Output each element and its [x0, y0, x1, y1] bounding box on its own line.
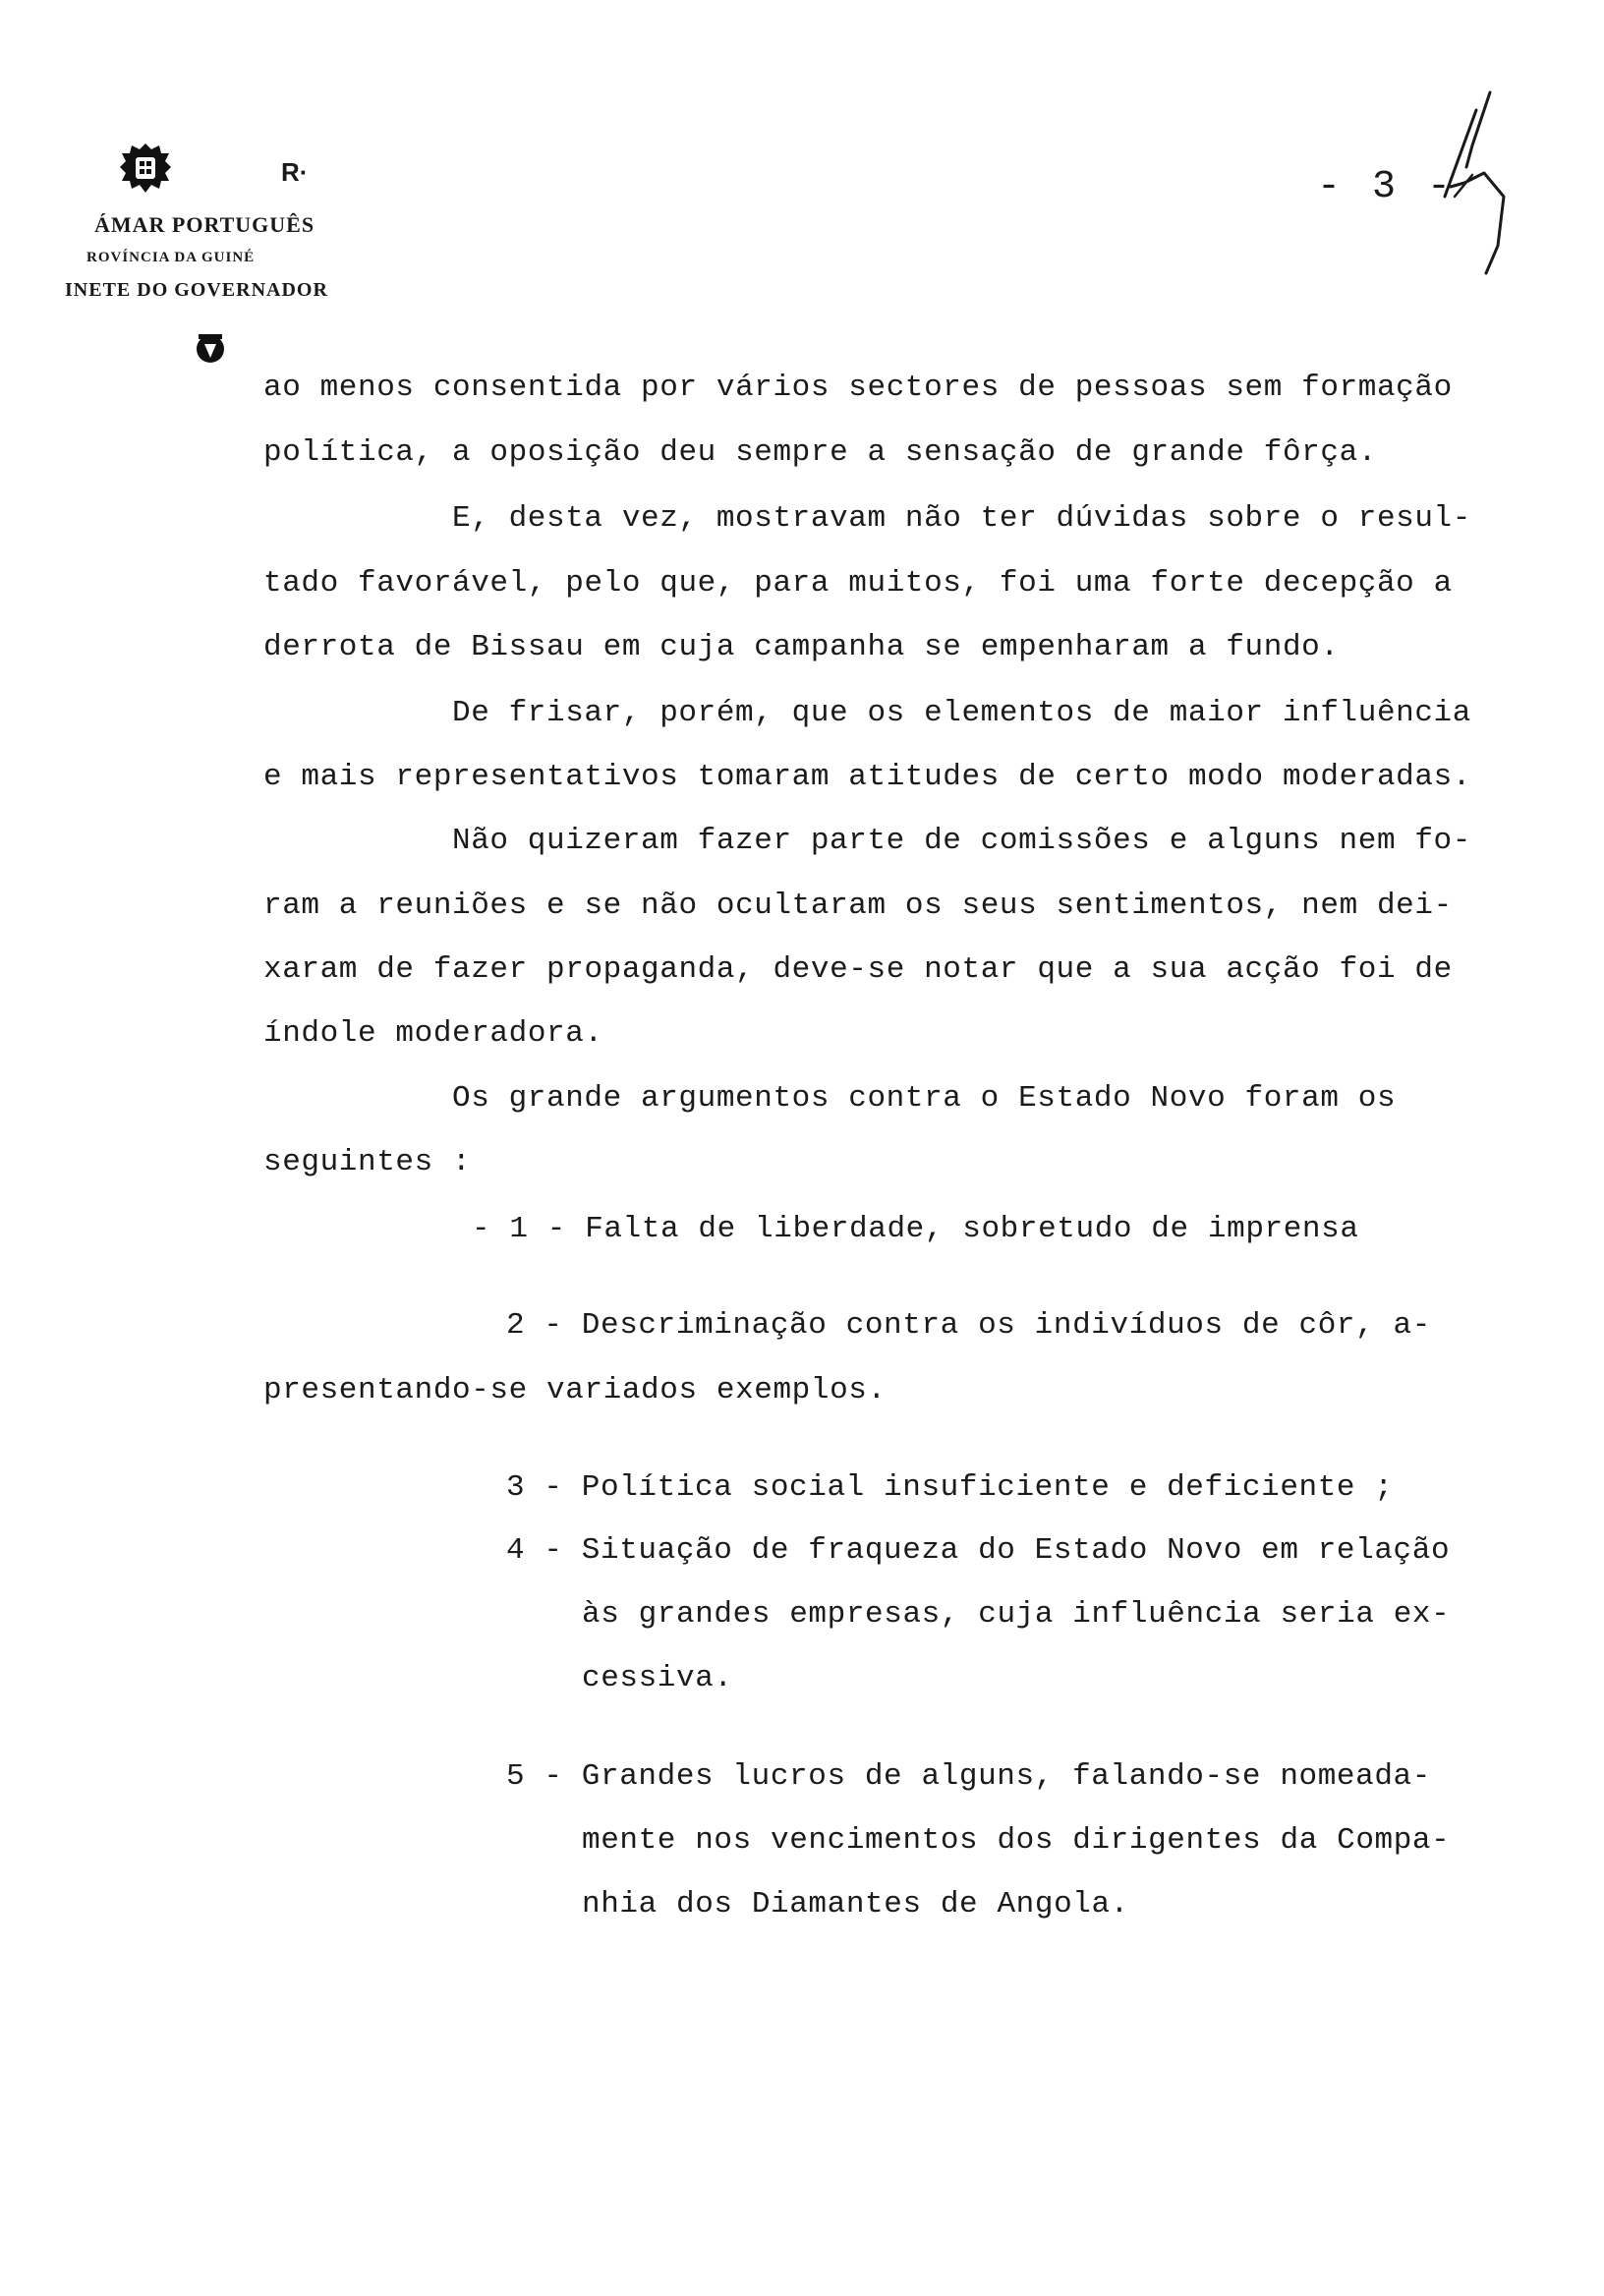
text-line: nhia dos Diamantes de Angola.: [582, 1887, 1129, 1922]
page-number: - 3 -: [1317, 165, 1456, 209]
text-line: e mais representativos tomaram atitudes de certo modo moderadas.: [263, 760, 1471, 794]
text-line: Os grande argumentos contra o Estado Novo foram os: [452, 1081, 1397, 1116]
text-line: índole moderadora.: [263, 1016, 603, 1051]
text-line: às grandes empresas, cuja influência seria ex-: [582, 1597, 1451, 1632]
list-item: 3 - Política social insuficiente e deficiente ;: [506, 1470, 1394, 1505]
text-line: cessiva.: [582, 1661, 733, 1695]
stamp-mark-icon: [193, 330, 228, 366]
text-line: xaram de fazer propaganda, deve-se notar que a sua acção foi de: [263, 952, 1453, 987]
text-line: tado favorável, pelo que, para muitos, foi uma forte decepção a: [263, 566, 1453, 601]
list-item: 4 - Situação de fraqueza do Estado Novo em relação: [506, 1533, 1451, 1568]
text-line: seguintes :: [263, 1145, 472, 1179]
text-line: presentando-se variados exemplos.: [263, 1373, 887, 1407]
text-line: ao menos consentida por vários sectores de pessoas sem formação: [263, 371, 1453, 405]
text-line: E, desta vez, mostravam não ter dúvidas sobre o resul-: [452, 501, 1471, 536]
letterhead-initial: R·: [281, 157, 309, 187]
coat-of-arms-icon: [116, 140, 175, 197]
text-line: derrota de Bissau em cuja campanha se empenharam a fundo.: [263, 630, 1340, 664]
letterhead-line-1: ÁMAR PORTUGUÊS: [94, 212, 315, 237]
list-item: 2 - Descriminação contra os indivíduos de côr, a-: [506, 1308, 1431, 1343]
text-line: ram a reuniões e se não ocultaram os seus sentimentos, nem dei-: [263, 889, 1453, 923]
text-line: Não quizeram fazer parte de comissões e alguns nem fo-: [452, 824, 1471, 858]
letterhead-line-3: INETE DO GOVERNADOR: [65, 279, 328, 301]
list-item: 5 - Grandes lucros de alguns, falando-se nomeada-: [506, 1759, 1431, 1794]
list-item: - 1 - Falta de liberdade, sobretudo de imprensa: [472, 1212, 1359, 1246]
letterhead-line-2: ROVÍNCIA DA GUINÉ: [86, 250, 256, 265]
text-line: De frisar, porém, que os elementos de maior influência: [452, 696, 1471, 730]
text-line: política, a oposição deu sempre a sensação de grande fôrça.: [263, 435, 1377, 470]
text-line: mente nos vencimentos dos dirigentes da Compa-: [582, 1823, 1451, 1858]
handwritten-signature-icon: [1415, 88, 1523, 275]
